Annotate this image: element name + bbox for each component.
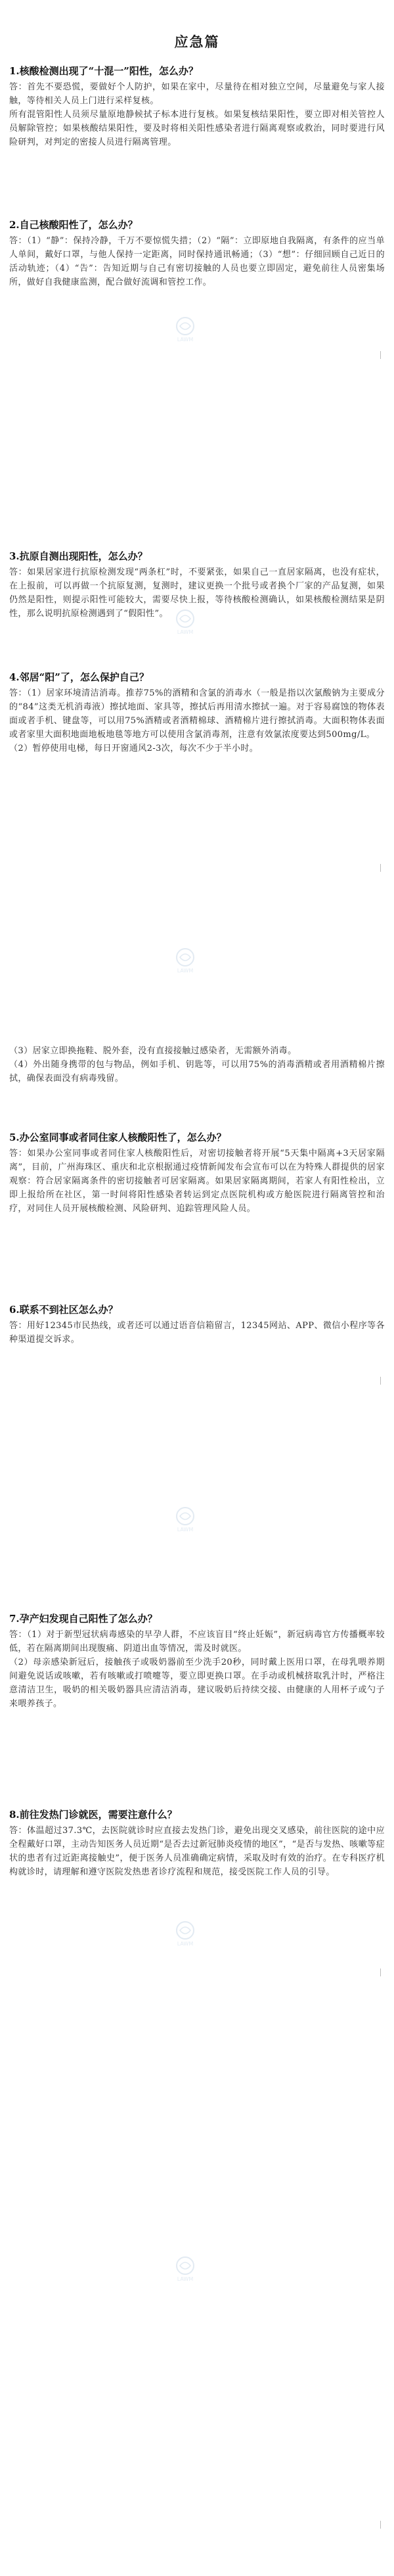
page-title: 应急篇: [174, 34, 220, 50]
section-paragraph: 答：如果居家进行抗原检测发现“两条杠”时，不要紧张，如果自己一直居家隔离，也没有症状，在上报前，可以再做一个抗原复测，复测时，建议更换一个批号或者换个厂家的产品复测，如果仍然是阳性，则提示阳性可能较大，需要尽快上报，等待核酸检测确认，如果核酸检测结果是阴性，那么说明抗原检测遇到了“假阳性”。: [9, 567, 385, 619]
svg-text:LAWM: LAWM: [177, 1527, 194, 1533]
svg-text:LAWM: LAWM: [177, 1941, 194, 1947]
section-5: [9, 1131, 385, 1216]
svg-text:LAWM: LAWM: [177, 629, 194, 635]
section-7: [9, 1612, 385, 1711]
section-4-continued: [9, 1044, 385, 1085]
section-question: 5.办公室同事或者同住家人核酸阳性了，怎么办？: [9, 1132, 227, 1143]
section-paragraph: 答：首先不要恐慌，要做好个人防护，如果在家中，尽量待在相对独立空间，尽量避免与家人接触，等待相关人员上门进行采样复核。: [9, 82, 385, 106]
watermark-logo-icon: [164, 2255, 206, 2283]
section-question: 1.核酸检测出现了“十混一”阳性，怎么办？: [9, 65, 198, 77]
section-paragraph: 答：如果办公室同事或者同住家人核酸阳性后，对密切接触者将开展“5天集中隔离+3天居家隔离”，目前，广州海珠区、重庆和北京根据通过疫情新闻发布会宣布可以在为特殊人群提供的居家观察：符合居家隔离条件的密切接触者可居家隔离。如果居家隔离期间，若家人有阳性检出，立即上报给所在社区，第一时间将阳性感染者转运到定点医院机构或方舱医院进行隔离管控和治疗，对同住人员开展核酸检测、风险研判、追踪管理风险人员。: [9, 1149, 385, 1214]
section-question: 6.联系不到社区怎么办？: [9, 1304, 118, 1316]
watermark-logo-icon: [164, 1920, 206, 1947]
section-paragraph: 答：（1）对于新型冠状病毒感染的早孕人群，不应该盲目“终止妊娠”，新冠病毒官方传播概率较低，若在隔离期间出现腹痛、阴道出血等情况，需及时就医。: [9, 1630, 385, 1654]
section-question: 3.抗原自测出现阳性，怎么办？: [9, 550, 148, 562]
section-paragraph: 所有混管阳性人员须尽量原地静候拭子标本进行复核。如果复核结果阳性，要立即对相关管控人员解除管控；如果核酸结果阳性，要及时将相关阳性感染者进行隔离观察或救治，同时要进行风险研判，对判定的密接人员进行隔离管理。: [9, 110, 385, 147]
watermark-logo-icon: [164, 1506, 206, 1533]
watermark-logo-icon: [164, 316, 206, 343]
section-question: 8.前往发热门诊就医，需要注意什么？: [9, 1809, 177, 1821]
section-paragraph: 答：（1）居家环境清洁消毒。推荐75%的酒精和含氯的消毒水（一般是指以次氯酸钠为主要成分的“84”这类无机消毒液）擦拭地面、家具等，擦拭后再用清水擦拭一遍。对于容易腐蚀的物体表面或者手机、键盘等，可以用75%酒精或者酒精棉球、酒精棉片进行擦拭消毒。大面积物体表面或者家里大面积地面地板地毯等地方可以使用含氯消毒剂，注意有效氯浓度要达到500mg/L。: [9, 688, 385, 740]
section-paragraph: 答：用好12345市民热线，或者还可以通过语音信箱留言，12345网站、APP、微信小程序等各种渠道提交诉求。: [9, 1321, 385, 1345]
section-paragraph: （2）暂停使用电梯，每日开窗通风2-3次，每次不少于半小时。: [9, 744, 259, 753]
watermark-logo-icon: [164, 608, 206, 636]
section-question: 4.邻居“阳”了，怎么保护自己？: [9, 671, 149, 683]
svg-text:LAWM: LAWM: [177, 337, 194, 343]
section-paragraph: （4）外出随身携带的包与物品，例如手机、钥匙等，可以用75%的消毒酒精或者用酒精棉片擦拭，确保表面没有病毒残留。: [9, 1060, 385, 1084]
section-1: [9, 64, 385, 149]
section-6: [9, 1303, 385, 1347]
svg-text:LAWM: LAWM: [177, 968, 194, 974]
section-paragraph: 答：体温超过37.3℃，去医院就诊时应直接去发热门诊，避免出现交叉感染，前往医院的途中应全程戴好口罩，主动告知医务人员近期“是否去过新冠肺炎疫情的地区”，“是否与发热、咳嗽等症状的患者有过近距离接触史”，便于医务人员准确确定病情，采取及时有效的治疗。在专科医疗机构就诊时，请理解和遵守医院发热患者诊疗流程和规范，接受医院工作人员的引导。: [9, 1826, 385, 1877]
section-4: [9, 671, 385, 755]
section-question: 2.自己核酸阳性了，怎么办？: [9, 219, 138, 231]
section-2: [9, 218, 385, 289]
svg-text:LAWM: LAWM: [177, 2276, 194, 2282]
section-question: 7.孕产妇发现自己阳性了怎么办？: [9, 1613, 158, 1625]
watermark-logo-icon: [164, 947, 206, 974]
section-paragraph: （3）居家立即换拖鞋、脱外套，没有直接接触过感染者，无需额外消毒。: [9, 1046, 297, 1056]
section-8: [9, 1808, 385, 1879]
section-paragraph: 答：（1）“静”：保持冷静，千万不要惊慌失措；（2）“隔”：立即原地自我隔离，有条件的应当单人单间，戴好口罩，与他人保持一定距离，同时保持通讯畅通；（3）“想”：仔细回顾自己近日的活动轨迹；（4）“告”：告知近期与自己有密切接触的人员也要立即固定，避免前往人员密集场所，做好自我健康监测，配合做好流调和管控工作。: [9, 236, 385, 287]
section-paragraph: （2）母亲感染新冠后，接触孩子或吸奶器前至少洗手20秒，同时戴上医用口罩，在母乳喂养期间避免说话或咳嗽，若有咳嗽或打喷嚏等，要立即更换口罩。在手动或机械挤取乳汁时，严格注意清洁卫生，吸奶的相关吸奶器具应清洁消毒，建议吸奶后持续交接、由健康的人用杯子或勺子来喂养孩子。: [9, 1658, 385, 1709]
